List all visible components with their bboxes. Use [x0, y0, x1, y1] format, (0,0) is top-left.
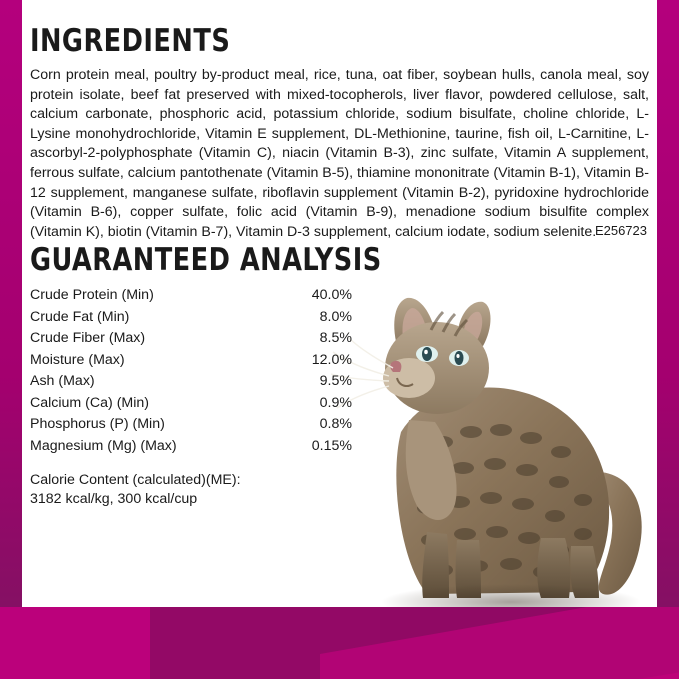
table-row — [30, 393, 352, 415]
ga-value: 8.5% — [319, 330, 352, 347]
guaranteed-analysis-block — [30, 243, 649, 509]
ga-value: 0.8% — [319, 416, 352, 433]
ga-label: Crude Fiber (Max) — [30, 330, 146, 347]
table-row — [30, 350, 352, 372]
table-row — [30, 328, 352, 350]
ga-value: 12.0% — [311, 351, 352, 368]
ga-value: 9.5% — [319, 373, 352, 390]
ga-label: Phosphorus (P) (Min) — [30, 416, 165, 433]
table-row — [30, 307, 352, 329]
ga-value: 0.9% — [319, 394, 352, 411]
ga-label: Magnesium (Mg) (Max) — [30, 437, 177, 454]
ga-label: Crude Fat (Min) — [30, 308, 130, 325]
table-row — [30, 285, 352, 307]
bottom-decorative-band — [0, 607, 679, 679]
label-content — [30, 24, 649, 619]
ga-value: 40.0% — [311, 287, 352, 304]
guaranteed-analysis-table — [30, 285, 352, 457]
lot-code-value: E256723 — [594, 223, 647, 239]
calorie-value: 3182 kcal/kg, 300 kcal/cup — [30, 491, 198, 508]
ga-label: Moisture (Max) — [30, 351, 125, 368]
left-accent-rail — [0, 0, 22, 679]
ga-value: 0.15% — [311, 437, 352, 454]
right-accent-rail — [657, 0, 679, 679]
ingredients-heading: INGREDIENTS — [30, 23, 231, 59]
ga-label: Crude Protein (Min) — [30, 287, 154, 304]
ga-label: Calcium (Ca) (Min) — [30, 394, 150, 411]
ga-label: Ash (Max) — [30, 373, 95, 390]
calorie-content — [30, 471, 360, 509]
table-row — [30, 371, 352, 393]
calorie-label: Calorie Content (calculated)(ME): — [30, 472, 241, 489]
ga-value: 8.0% — [319, 308, 352, 325]
table-row — [30, 436, 352, 458]
guaranteed-analysis-heading: GUARANTEED ANALYSIS — [30, 242, 382, 279]
table-row — [30, 414, 352, 436]
ingredients-body: Corn protein meal, poultry by-product meal, rice, tuna, oat fiber, soybean hulls, canola meal, soy protein isolate, beef fat preserved with mixed-tocopherols, liver flavor, powdered cellulose, salt, calcium carbonate, phosphoric acid, potassium chloride, sodium bisulfate, choline chloride, L-Lysine monohydrochloride, Vitamin E supplement, DL-Methionine, taurine, fish oil, L-Carnitine, L-ascorbyl-2-polyphosphate (Vitamin C), niacin (Vitamin B-3), zinc sulfate, Vitamin A supplement, ferrous sulfate, calcium pantothenate (Vitamin B-5), thiamine mononitrate (Vitamin B-1), Vitamin B-12 supplement, manganese sulfate, riboflavin supplement (Vitamin B-2), pyridoxine hydrochloride (Vitamin B-6), copper sulfate, folic acid (Vitamin B-9), menadione sodium bisulfite complex (Vitamin K), biotin (Vitamin B-7), Vitamin D-3 supplement, calcium iodate, sodium selenite. — [30, 67, 650, 240]
